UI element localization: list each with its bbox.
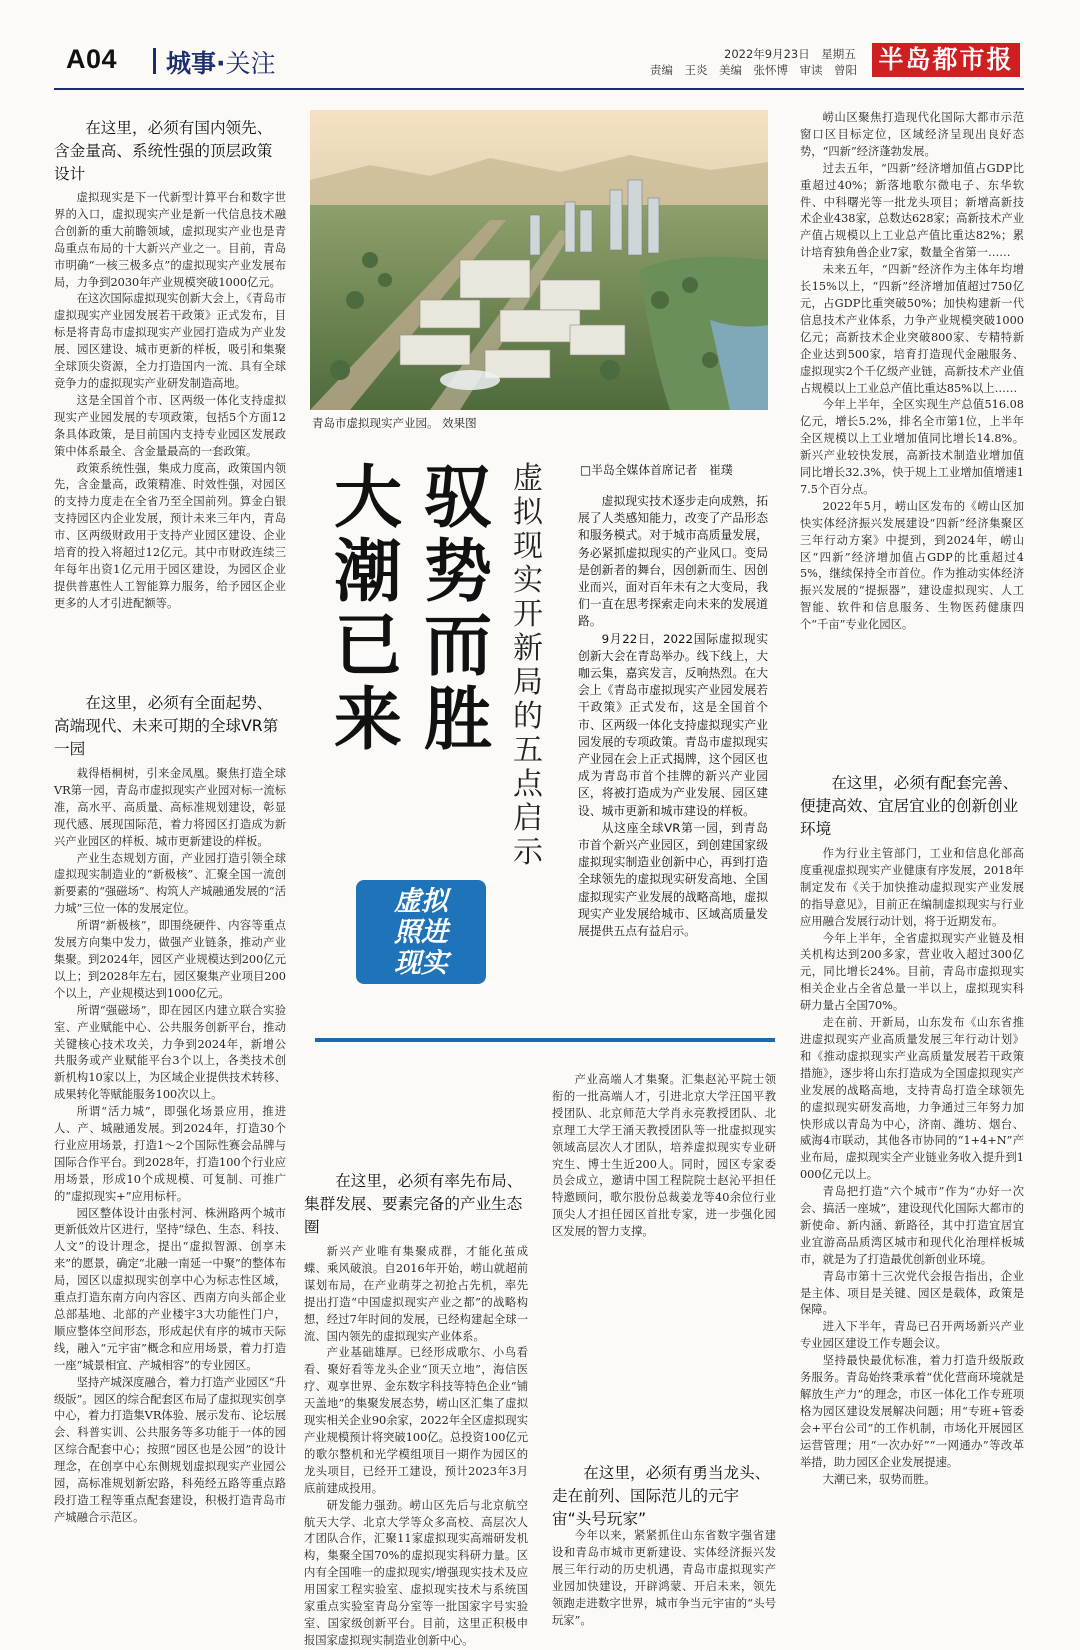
paragraph: 崂山区聚焦打造现代化国际大都市示范窗口区目标定位，区域经济呈现出良好态势，“四新”经济蓬勃发展。 (800, 111, 1024, 158)
paragraph: 所谓“强磁场”，即在园区内建立联合实验室、产业赋能中心、公共服务创新平台，推动关键核心技术攻关，力争到2024年，新增公共服务或产业赋能平台3个以上，各类技术创新机构10家以上，为区域企业提供技术转移、成果转化等赋能服务100次以上。 (54, 1003, 286, 1102)
paragraph: 进入下半年，青岛已召开两场新兴产业专业园区建设工作专题会议。 (800, 1320, 1024, 1351)
paragraph: 今年上半年，全区实现生产总值516.08亿元，增长5.2%，排名全市第1位，上半年全区规模以上工业增加值同比增长14.8%。新兴产业较快发展，高新技术制造业增加值同比增长32.3%，快于规上工业增加值增速17.5个百分点。 (800, 398, 1024, 496)
lead-paragraph: 虚拟现实技术逐步走向成熟，拓展了人类感知能力，改变了产品形态和服务模式。对于城市高质量发展，务必紧抓虚拟现实的产业风口。变局是创新者的舞台，因创新而生、因创业而兴，面对百年未有之大变局，我们一直在思考探索走向未来的发展道路。 (578, 494, 768, 629)
article-column-1b (54, 766, 286, 1546)
section-divider (315, 1038, 775, 1042)
article-column-3b (552, 1528, 776, 1627)
headline-subtitle: 虚 拟 现 实 开 新 局 的 五 点 启 示 (513, 461, 543, 870)
paragraph: 过去五年，“四新”经济增加值占GDP比重超过40%；新落地歌尔微电子、东华软件、中科曙光等一批龙头项目；新增高新技术企业438家，总数达628家；高新技术产业产值占规模以上工业总产值比重达82%；累计培育独角兽企业7家，数量全省第一…… (800, 161, 1024, 260)
paragraph: 在这次国际虚拟现实创新大会上，《青岛市虚拟现实产业园发展若干政策》正式发布，目标是将青岛市虚拟现实产业园打造成为产业发展、园区建设、城市更新的样板，吸引和集聚全球顶尖资源，全力打造国内一流、具有全球竞争力的虚拟现实产业研发制造高地。 (54, 292, 286, 390)
headline-right: 驭 势 而 胜 (423, 459, 492, 760)
article-column-2b (304, 1244, 528, 1647)
masthead-rule (54, 88, 1024, 90)
paragraph: 所谓“活力城”，即强化场景应用，推进人、产、城融通发展。到2024年，打造30个行业应用场景，打造1～2个国际性赛会品牌与国际合作平台。到2028年，打造100个行业应用场景，形成10个成规模、可复制、可推广的“虚拟现实+”应用标杆。 (54, 1105, 286, 1203)
page-number: A04 (66, 44, 118, 74)
paragraph: 这是全国首个市、区两级一体化支持虚拟现实产业园发展的专项政策，包括5个方面12条具体政策，是目前国内支持专业园区发展政策中体系最全、含金量最高的一套政策。 (54, 393, 286, 458)
paragraph: 产业生态规划方面，产业园打造引领全球虚拟现实制造业的“新极核”、汇聚全国一流创新要素的“强磁场”、构筑人产城融通发展的“活力城”三位一体的发展定位。 (54, 851, 286, 916)
paragraph: 作为行业主管部门，工业和信息化部高度重视虚拟现实产业健康有序发展，2018年制定发布《关于加快推动虚拟现实产业发展的指导意见》，目前正在编制虚拟现实与行业应用融合发展行动计划，将于近期发布。 (800, 847, 1024, 928)
section-subname: 关注 (225, 49, 276, 78)
paragraph: 栽得梧桐树，引来金凤凰。聚焦打造全球VR第一园，青岛市虚拟现实产业园对标一流标准，高水平、高质量、高标准规划建设，彰显现代感、展现国际范，着力将园区打造成为新兴产业园区的样板、城市更新建设的样板。 (54, 767, 286, 848)
section-heading-environment: 在这里，必须有配套完善、便捷高效、宜居宜业的创新创业环境 (800, 774, 1019, 838)
paragraph: 走在前、开新局，山东发布《山东省推进虚拟现实产业高质量发展三年行动计划》和《推动虚拟现实产业高质量发展若干政策措施》，逐步将山东打造成为全国虚拟现实产业发展的战略高地，支持青岛打造全球领先的虚拟现实研发高地，力争通过三年努力加快形成以青岛为中心，济南、潍坊、烟台、威海4市联动，其他各市协同的“1+4+N”产业布局，虚拟现实全产业链业务收入提升到1000亿元以上。 (800, 1016, 1024, 1182)
article-column-5b (800, 846, 1024, 1560)
section-heading-metaverse: 在这里，必须有勇当龙头、走在前列、国际范儿的元宇宙“头号玩家” (552, 1464, 771, 1528)
paragraph: 大潮已来，驭势而胜。 (822, 1472, 936, 1486)
paragraph: 未来五年，“四新”经济作为主体年均增长15%以上，“四新”经济增加值超过750亿元，占GDP比重突破50%；加快构建新一代信息技术产业体系，力争产业规模突破1000亿元；高新技术企业突破800家、专精特新企业达到500家，培育打造现代金融服务、虚拟现实2个千亿级产业链，高新技术产业值占规模以上工业总产值比重达85%以上…… (800, 263, 1024, 395)
article-column-5a (800, 110, 1024, 634)
paragraph: 青岛把打造“六个城市”作为“办好一次会、搞活一座城”，建设现代化国际大都市的新使命、新内涵、新路径，其中打造宜居宜业宜游高品质湾区城市和现代化治理样板城市，就是为了打造最优创新创业环境。 (800, 1185, 1024, 1266)
lead-article (578, 493, 768, 940)
byline: □半岛全媒体首席记者 崔璞 (580, 463, 733, 477)
section-heading-vr-park: 在这里，必须有全面起势、高端现代、未来可期的全球VR第一园 (54, 694, 279, 758)
paragraph: 虚拟现实是下一代新型计算平台和数字世界的入口，虚拟现实产业是新一代信息技术融合创新的重大前瞻领域，虚拟现实产业也是青岛重点布局的十大新兴产业之一。目前，青岛市明确“一核三极多点”的虚拟现实产业发展布局，力争到2030年产业规模突破1000亿元。 (54, 191, 286, 289)
editor-credits: 责编 王炎 美编 张怀博 审读 曾阳 (650, 63, 857, 77)
paragraph: 园区整体设计由张村河、株洲路两个城市更新低效片区进行，坚持“绿色、生态、科技、人文”的设计理念，提出“虚拟智源、创享未来”的愿景，确定“北融一南延一中聚”的整体布局，园区以虚拟现实创享中心为标志性区域，重点打造东南方向内容区、西南方向头部企业总部基地、北部的产业楼宇3大功能性门户，顺应整体空间形态，形成起伏有序的城市天际线，融入“元宇宙”概念和应用场景，着力打造一座“城景相宜、产城相容”的专业园区。 (54, 1206, 286, 1372)
paragraph: 今年上半年，全省虚拟现实产业链及相关机构达到200多家，营业收入超过300亿元，同比增长24%。目前，青岛市虚拟现实相关企业占全省总量一半以上，虚拟现实科研力量占全国70%。 (800, 931, 1024, 1013)
paragraph: 坚持最快最优标准，着力打造升级版政务服务。青岛始终秉承着“优化营商环境就是解放生产力”的理念，市区一体化工作专班项格为园区建设发展解决问题；用“专班+管委会+平台公司”的工作机制，市场化开展园区运营管理；用“一次办好”“一网通办”等改革举措，助力园区企业发展提速。 (800, 1354, 1024, 1469)
topic-badge: 虚拟 照进 现实 (356, 880, 486, 984)
masthead-divider (153, 48, 156, 74)
newspaper-logo: 半岛都市报 (872, 43, 1020, 77)
lead-paragraph: 从这座全球VR第一园，到青岛市首个新兴产业园区，到创建国家级虚拟现实制造业创新中心，再到打造全球领先的虚拟现实研发高地、全国虚拟现实产业发展的战略高地，虚拟现实产业发展给城市、区域高质量发展提供五点有益启示。 (578, 820, 768, 939)
section-separator: · (216, 49, 226, 78)
section-heading-policy: 在这里，必须有国内领先、含金量高、系统性强的顶层政策设计 (54, 119, 273, 183)
issue-date: 2022年9月23日 星期五 (724, 47, 856, 61)
paragraph: 产业基础雄厚。已经形成歌尔、小鸟看看、聚好看等龙头企业“顶天立地”，海信医疗、观享世界、金东数字科技等特色企业“铺天盖地”的集聚发展态势，崂山区汇集了虚拟现实相关企业90余家，2022年全区虚拟现实产业规模预计将突破100亿。总投资100亿元的歌尔整机和光学模组项目一期作为园区的龙头项目，已经开工建设，预计2023年3月底前建成投用。 (304, 1346, 528, 1495)
section-name: 城事 (166, 49, 217, 78)
photo-caption: 青岛市虚拟现实产业园。 效果图 (312, 416, 477, 430)
paragraph: 政策系统性强，集成力度高，政策国内领先，含金量高，政策精准、时效性强，对园区的支持力度走在全省乃至全国前列。算金白银支持园区内企业发展，预计未来三年内，青岛市、区两级财政用于支持产业园区建设、企业培育的投入将超过12亿元。其中市财政连续三年每年出资1亿元用于园区建设，为园区企业提供普惠性人工智能算力服务，给予园区企业更多的人才引进配额等。 (54, 461, 286, 610)
section-title (166, 44, 276, 80)
vr-park-rendering (310, 110, 768, 410)
paragraph: 所谓“新极核”，即围绕硬件、内容等重点发展方向集中发力，做强产业链条，推动产业集聚。到2024年，园区产业规模达到200亿元以上；到2028年左右，园区聚集产业项目200个以上，产业规模达到1000亿元。 (54, 919, 286, 1000)
aerial-city-illustration (310, 110, 768, 410)
paragraph: 坚持产城深度融合，着力打造产业园区“升级版”。园区的综合配套区布局了虚拟现实创享中心，着力打造集VR体验、展示发布、论坛展会、科普实训、公共服务等多功能于一体的园区综合配套中心；按照“园区也是公园”的设计理念，在创享中心东侧规划虚拟现实产业园公园，高标准规划新宏路，科苑经五路等重点路段打造工程等重点配套建设，积极打造青岛市产城融合示范区。 (54, 1375, 286, 1524)
headline-left: 大 潮 已 来 (333, 459, 402, 760)
paragraph: 青岛市第十三次党代会报告指出，企业是主体、项目是关键、园区是载体，政策是保障。 (800, 1269, 1024, 1317)
paragraph: 研发能力强劲。崂山区先后与北京航空航天大学、北京大学等众多高校、高层次人才团队合作，汇聚11家虚拟现实高端研发机构，集聚全国70%的虚拟现实科研力量。区内有全国唯一的虚拟现实/增强现实技术及应用国家工程实验室、虚拟现实技术与系统国家重点实验室青岛分室等一批国家字号实验室、国家级创新平台。目前，这里正积极申报国家虚拟现实制造业创新中心。 (304, 1498, 528, 1647)
article-column-3a (552, 1072, 776, 1241)
lead-paragraph: 9月22日，2022国际虚拟现实创新大会在青岛举办。线下线上，大咖云集，嘉宾发言，反响热烈。在大会上《青岛市虚拟现实产业园发展若干政策》正式发布，这是全国首个市、区两级一体化支持虚拟现实产业园发展的专项政策。青岛市虚拟现实产业园在会上正式揭牌，这个园区也成为青岛市首个挂牌的新兴产业园区，将被打造成为产业发展、园区建设、城市更新和城市建设的样板。 (578, 631, 768, 818)
paragraph: 今年以来，紧紧抓住山东省数字强省建设和青岛市城市更新建设、实体经济振兴发展三年行动的历史机遇，青岛市虚拟现实产业园加快建设，开辟鸿蒙、开启未来，领先领跑走进数字世界，城市争当元宇宙的“头号玩家”。 (552, 1529, 776, 1627)
article-column-1 (54, 190, 286, 613)
section-heading-ecosystem: 在这里，必须有率先布局、集群发展、要素完备的产业生态圈 (304, 1172, 523, 1236)
paragraph: 2022年5月，崂山区发布的《崂山区加快实体经济振兴发展建设“四新”经济集聚区三年行动方案》中提到，到2024年，崂山区“四新”经济增加值占GDP的比重超过45%，继续保持全市首位。作为推动实体经济振兴发展的“提振器”，建设虚拟现实、人工智能、软件和信息服务、生物医药健康四个“千亩”专业化园区。 (800, 499, 1024, 632)
paragraph: 产业高端人才集聚。汇集赵沁平院士领衔的一批高端人才，引进北京大学汪国平教授团队、北京师范大学肖永亮教授团队、北京理工大学王涌天教授团队等一批虚拟现实领域高层次人才团队，培养虚拟现实专业研究生、博士生近200人。同时，园区专家委员会成立，邀请中国工程院院士赵沁平担任特邀顾问，歌尔股份总裁姜龙等40余位行业顶尖人才担任园区首批专家，进一步强化园区发展的智力支撑。 (552, 1073, 776, 1239)
paragraph: 新兴产业唯有集聚成群，才能化茧成蝶、乘风破浪。自2016年开始，崂山就超前谋划布局，在产业萌芽之初抢占先机，率先提出打造“中国虚拟现实产业之都”的战略构想，经过7年时间的发展，已经构建起全球一流、国内领先的虚拟现实产业体系。 (304, 1245, 528, 1343)
